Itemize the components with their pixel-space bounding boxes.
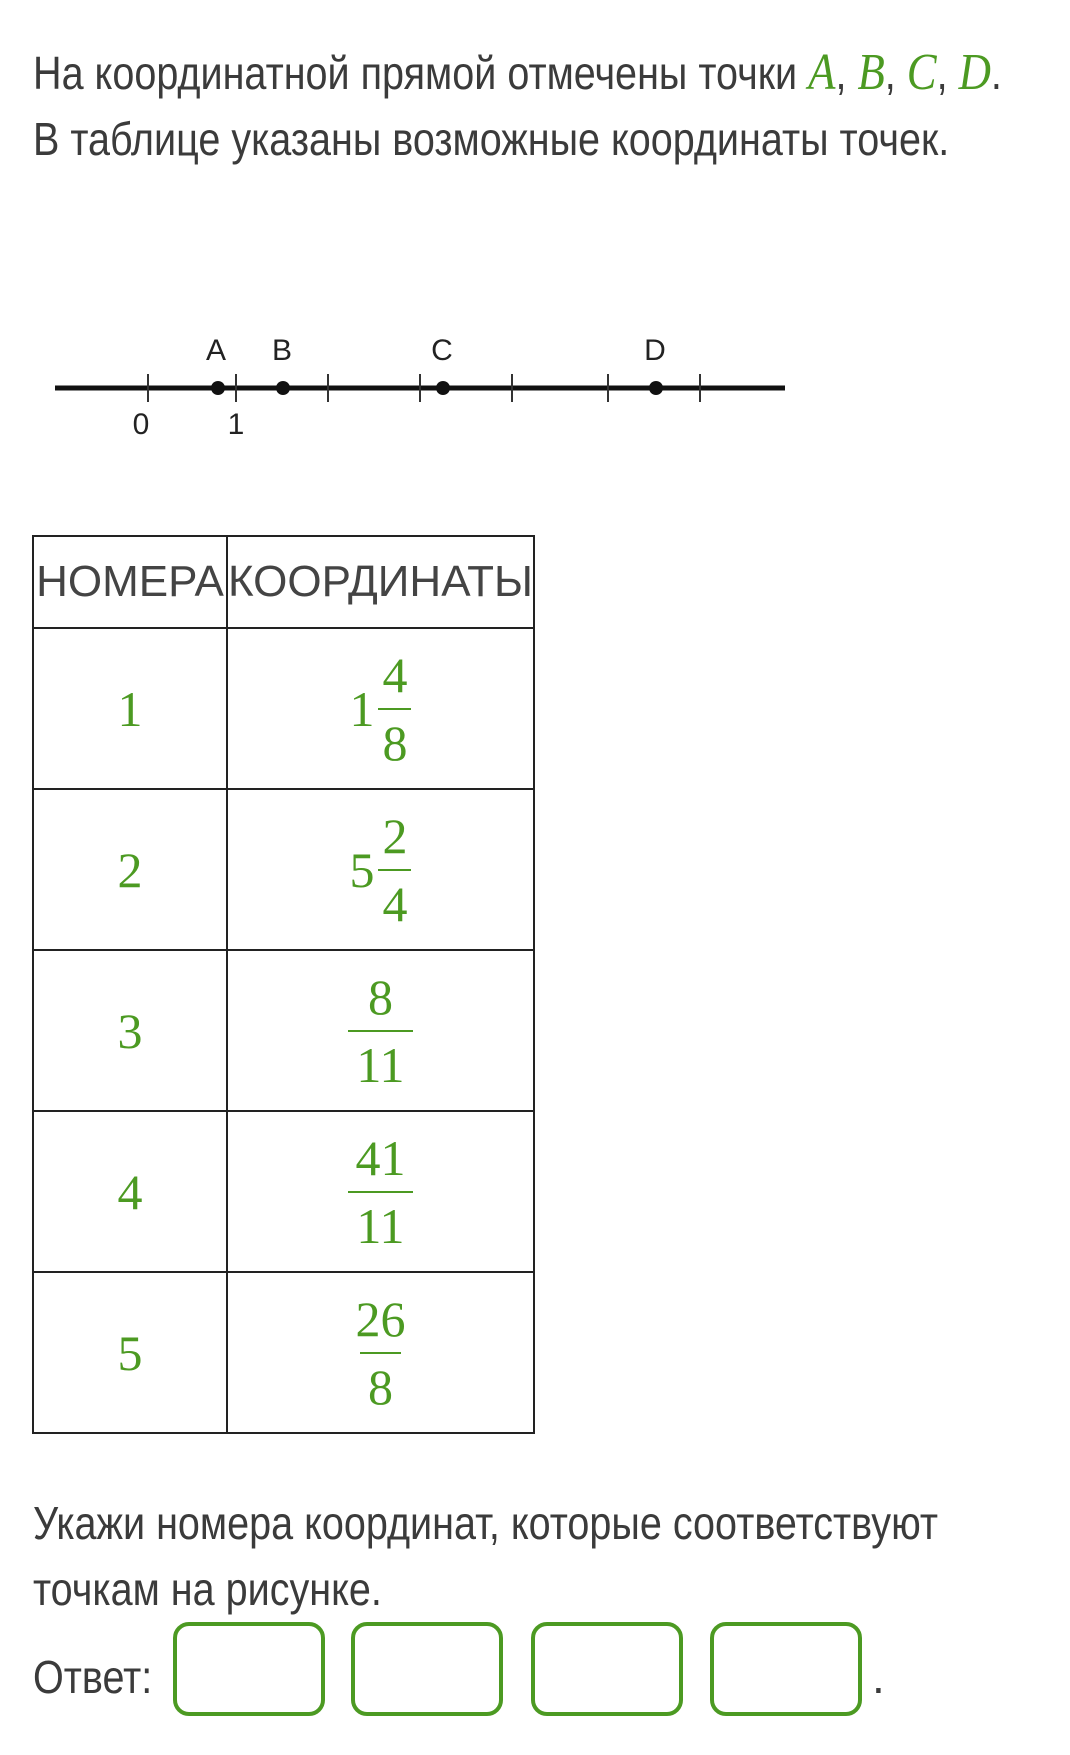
coordinates-table — [32, 535, 535, 1434]
table-row — [33, 1272, 534, 1433]
numerator: 8 — [367, 968, 393, 1025]
answer-period: . — [872, 1651, 885, 1703]
table-row — [33, 950, 534, 1111]
denominator: 8 — [360, 1352, 401, 1412]
coordinate-value — [347, 1290, 413, 1415]
numerator: 2 — [382, 807, 408, 864]
denominator: 4 — [378, 869, 411, 929]
answer-label: Ответ: — [33, 1651, 153, 1703]
coordinate-value — [349, 646, 411, 771]
row-number: 1 — [117, 680, 143, 737]
point-c — [436, 381, 450, 395]
answer-box-3[interactable] — [531, 1622, 683, 1716]
coordinate-value — [347, 1129, 413, 1254]
fraction — [348, 968, 412, 1093]
point-d-label: D — [644, 334, 666, 367]
table-row — [33, 1111, 534, 1272]
point-a-label: A — [205, 334, 227, 367]
separator: , — [884, 47, 907, 99]
denominator: 11 — [348, 1030, 412, 1090]
header-coordinates: КООРДИНАТЫ — [227, 536, 534, 628]
numerator: 41 — [355, 1129, 406, 1186]
numerator: 4 — [382, 646, 408, 703]
point-b — [276, 381, 290, 395]
answer-box-2[interactable] — [351, 1622, 503, 1716]
intro-text: На координатной прямой отмечены точки — [33, 47, 809, 99]
row-number: 2 — [117, 841, 143, 898]
tick-label-1: 1 — [227, 408, 245, 441]
task-instruction: Укажи номера координат, которые соответствуют точкам на рисунке. — [33, 1497, 939, 1615]
answer-box-4[interactable] — [710, 1622, 862, 1716]
row-number: 3 — [117, 1002, 143, 1059]
fraction — [347, 1129, 413, 1254]
point-b-symbol: B — [857, 44, 885, 101]
point-b-label: B — [271, 334, 293, 367]
separator: , — [835, 47, 858, 99]
point-a-symbol: A — [808, 44, 836, 101]
point-a — [211, 381, 225, 395]
point-c-label: C — [431, 334, 453, 367]
fraction — [378, 807, 411, 932]
table-row — [33, 628, 534, 789]
point-c-symbol: C — [906, 44, 937, 101]
point-d-symbol: D — [958, 44, 991, 101]
coordinate-value — [348, 968, 412, 1093]
table-row — [33, 789, 534, 950]
point-d — [649, 381, 663, 395]
whole-part: 1 — [349, 680, 375, 737]
denominator: 8 — [378, 708, 411, 768]
fraction — [347, 1290, 413, 1415]
problem-statement — [33, 40, 1031, 172]
number-line — [0, 330, 800, 450]
row-number: 4 — [117, 1163, 143, 1220]
separator: , — [936, 47, 959, 99]
intro-text-end: . В таблице указаны возможные координаты точек. — [33, 47, 1002, 165]
denominator: 11 — [348, 1191, 412, 1251]
fraction — [378, 646, 411, 771]
table-header-row — [33, 536, 534, 628]
row-number: 5 — [117, 1324, 143, 1381]
tick-label-0: 0 — [132, 408, 150, 441]
coordinate-value — [349, 807, 411, 932]
numerator: 26 — [355, 1290, 406, 1347]
header-numbers: НОМЕРА — [33, 536, 227, 628]
whole-part: 5 — [349, 841, 375, 898]
answer-box-1[interactable] — [173, 1622, 325, 1716]
